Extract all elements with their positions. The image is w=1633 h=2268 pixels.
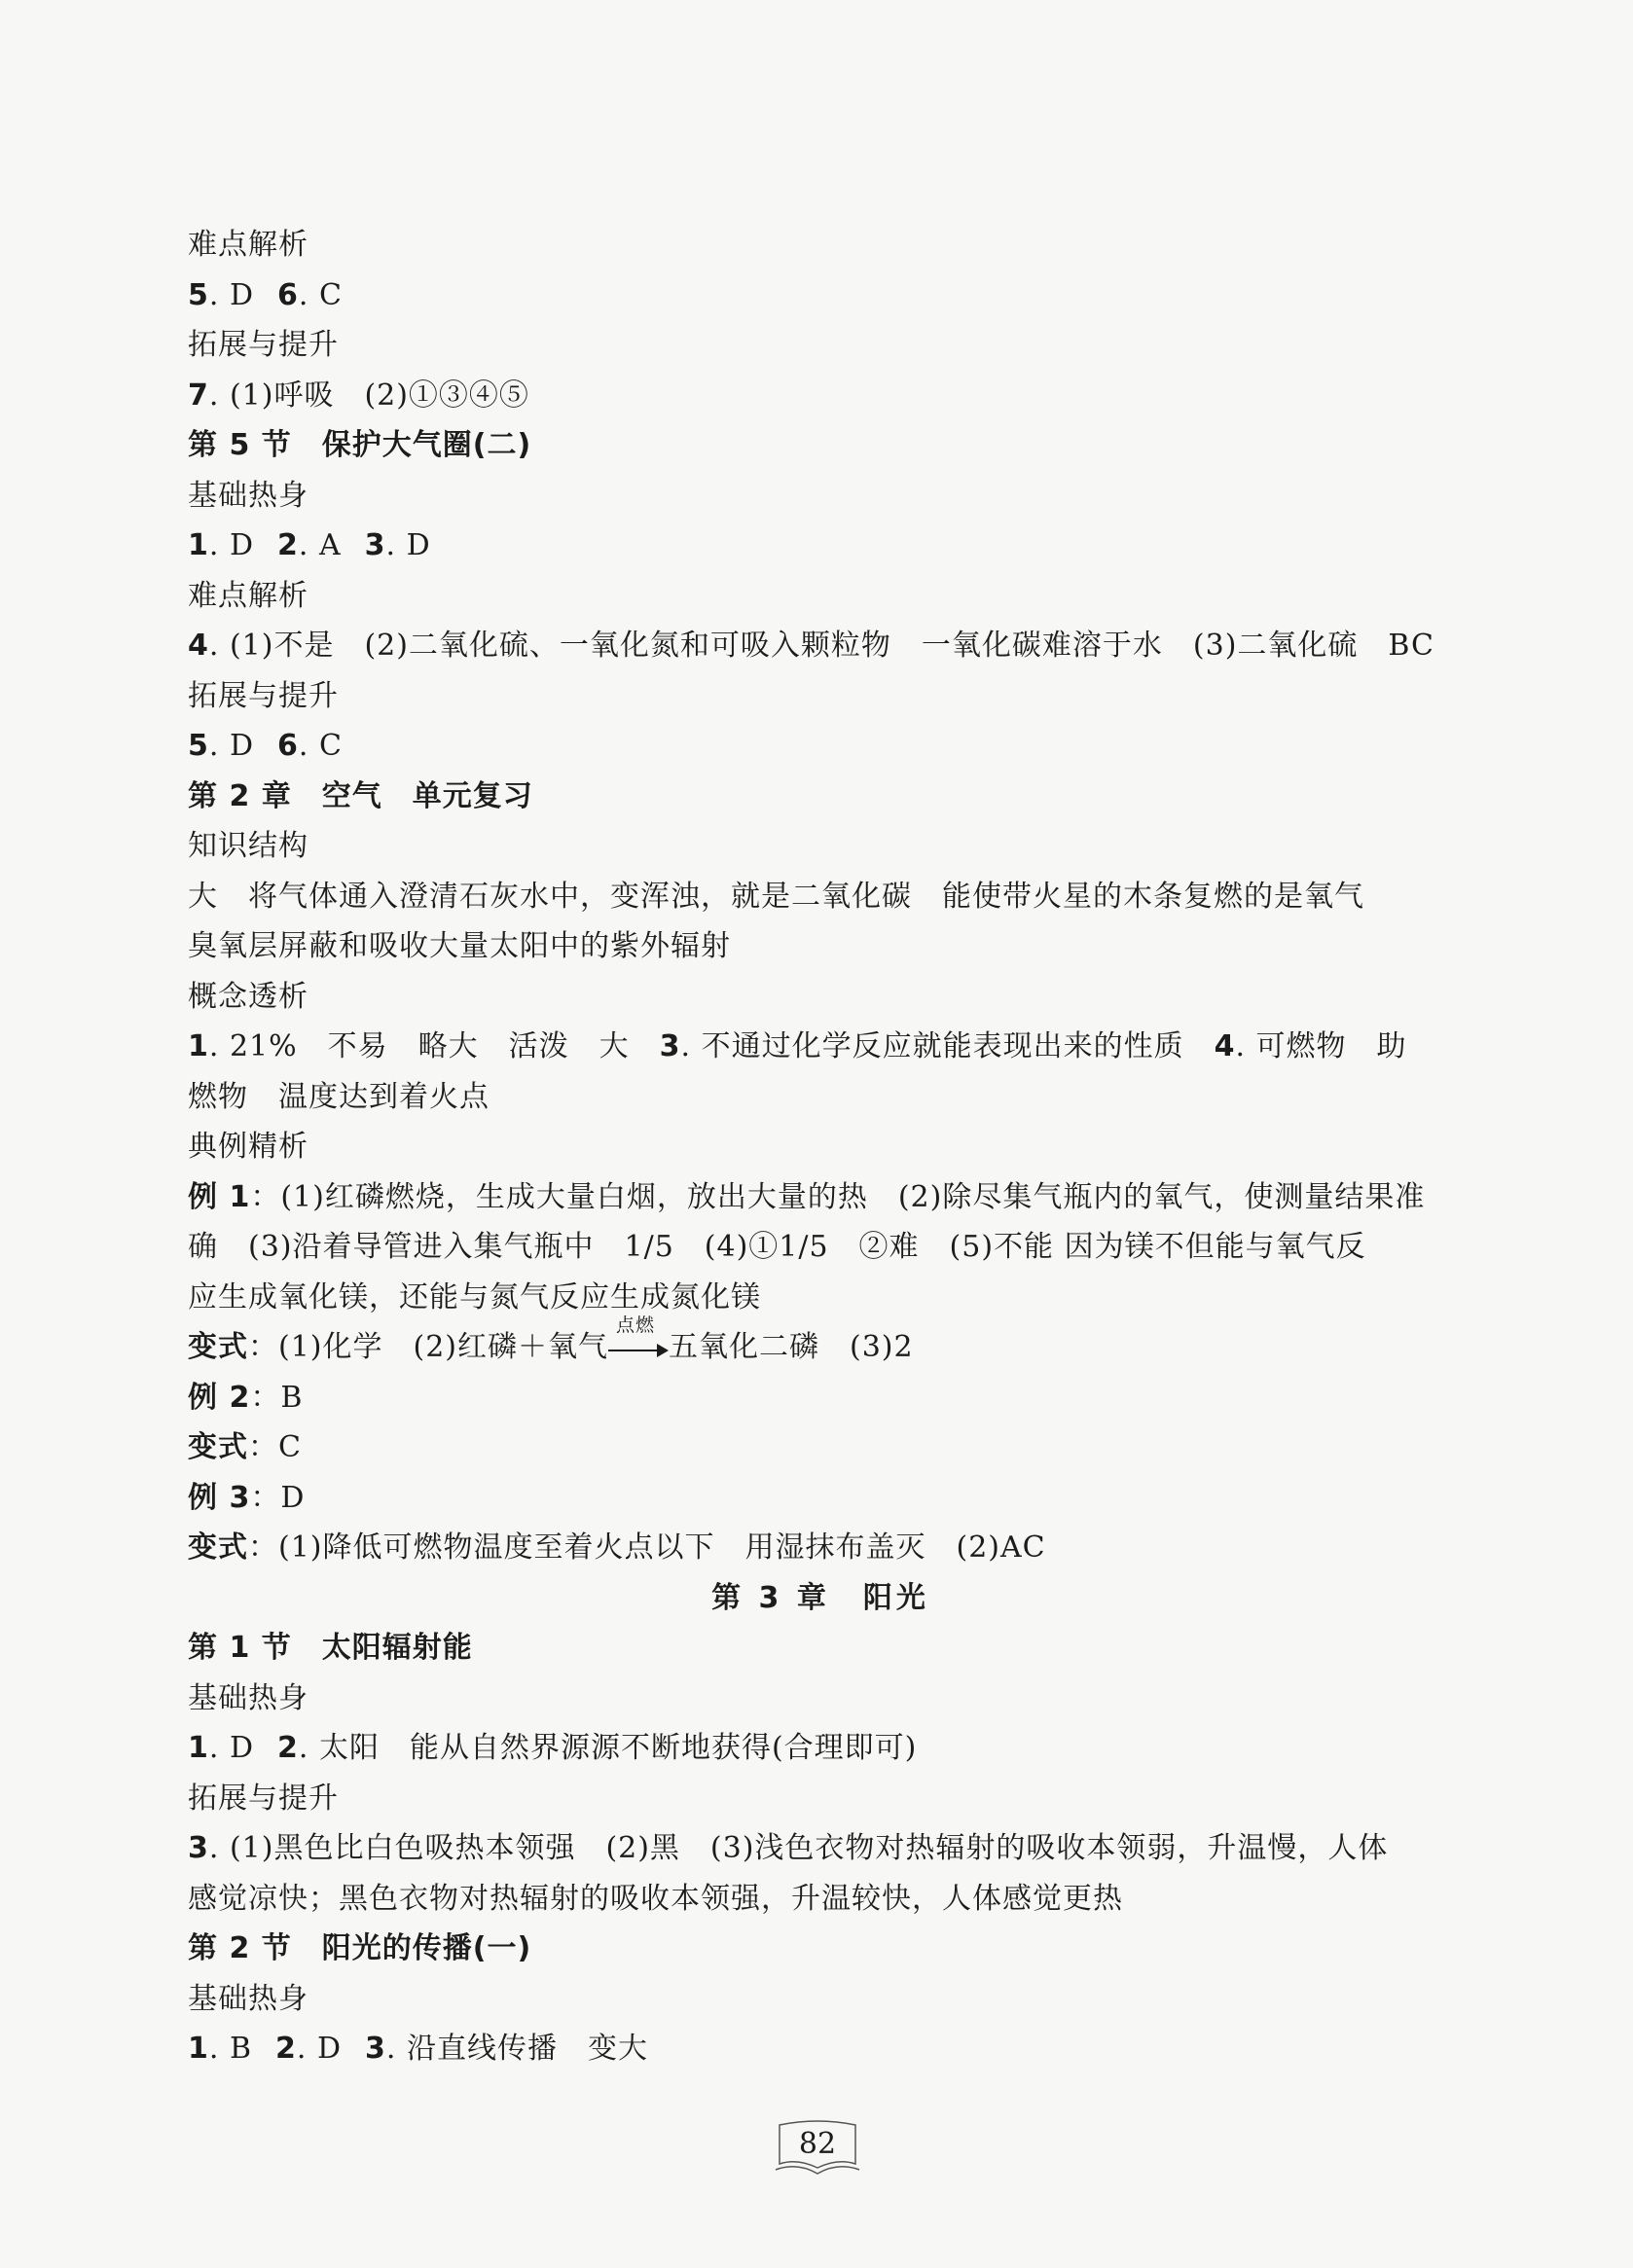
text-line: 燃物 温度达到着火点 <box>188 1079 490 1114</box>
text-line: 知识结构 <box>188 829 308 863</box>
text-line: 拓展与提升 <box>188 678 339 713</box>
question-number: 例 3 <box>188 1480 251 1515</box>
answer-line <box>188 621 1453 671</box>
text-line: 感觉凉快；黑色衣物对热辐射的吸收本领强，升温较快，人体感觉更热 <box>188 1881 1123 1916</box>
section-title: 第 1 节 太阳辐射能 <box>188 1631 473 1665</box>
answer-line <box>188 2024 1453 2074</box>
answer-text: . (1)黑色比白色吸热本领强 (2)黑 (3)浅色衣物对热辐射的吸收本领弱，升温慢，人体 <box>208 1831 1389 1865</box>
answer-text: . A <box>298 528 342 562</box>
question-number: 6 <box>277 729 299 763</box>
question-number: 4 <box>1214 1029 1236 1063</box>
page-number <box>774 2119 861 2178</box>
answer-text: . 沿直线传播 变大 <box>385 2032 648 2066</box>
question-number: 1 <box>188 2032 209 2066</box>
text-line: 基础热身 <box>188 1981 308 2016</box>
answer-line <box>188 721 1453 772</box>
answer-line <box>188 1823 1453 1874</box>
question-number: 6 <box>277 277 299 312</box>
question-number: 3 <box>365 2032 386 2066</box>
question-number: 2 <box>277 528 299 562</box>
text-line: 大 将气体通入澄清石灰水中，变浑浊，就是二氧化碳 能使带火星的木条复燃的是氧气 <box>188 879 1364 914</box>
answer-block-part1 <box>188 220 1453 1322</box>
question-number: 5 <box>188 277 209 312</box>
chapter-title: 第 3 章 阳光 <box>711 1580 929 1615</box>
answer-text: ：B <box>250 1380 304 1415</box>
answer-line <box>188 1422 1453 1473</box>
question-number: 4 <box>188 629 209 663</box>
equation-after: 五氧化二磷 (3)2 <box>669 1330 914 1364</box>
question-number: 2 <box>277 1731 299 1765</box>
text-line: 应生成氧化镁，还能与氮气反应生成氮化镁 <box>188 1279 761 1314</box>
question-number: 1 <box>188 1731 209 1765</box>
text-line: 拓展与提升 <box>188 1781 339 1816</box>
question-number: 例 1 <box>188 1179 251 1214</box>
answer-text: ：D <box>250 1480 306 1515</box>
question-number: 3 <box>659 1029 681 1063</box>
answer-text: ：(1)红磷燃烧，生成大量白烟，放出大量的热 (2)除尽集气瓶内的氧气，使测量结果准 <box>250 1179 1426 1214</box>
section-title: 第 2 章 空气 单元复习 <box>188 778 533 813</box>
question-number: 1 <box>188 528 209 562</box>
question-number: 例 2 <box>188 1380 251 1415</box>
equation-line <box>188 1314 1453 1373</box>
answer-text: . C <box>298 277 343 312</box>
question-number: 3 <box>364 528 386 562</box>
text-line: 概念透析 <box>188 979 308 1014</box>
answer-text: . B <box>208 2032 252 2066</box>
text-line: 基础热身 <box>188 1680 308 1715</box>
answer-line <box>188 270 1453 321</box>
question-number: 2 <box>275 2032 297 2066</box>
answer-text: . (1)呼吸 (2)①③④⑤ <box>208 378 529 413</box>
answer-text: . 不通过化学反应就能表现出来的性质 <box>680 1029 1215 1063</box>
answer-text: . (1)不是 (2)二氧化硫、一氧化氮和可吸入颗粒物 一氧化碳难溶于水 (3)二氧化硫 BC <box>208 629 1434 663</box>
answer-line <box>188 1022 1453 1072</box>
text-line: 确 (3)沿着导管进入集气瓶中 1/5 (4)①1/5 ②难 (5)不能 因为镁不但能与氧气反 <box>188 1230 1366 1264</box>
answer-line <box>188 371 1453 421</box>
answer-content <box>188 220 1453 2074</box>
answer-text: . D <box>208 277 254 312</box>
text-line: 臭氧层屏蔽和吸收大量太阳中的紫外辐射 <box>188 929 731 963</box>
question-number: 7 <box>188 378 209 413</box>
answer-text: . D <box>208 528 254 562</box>
answer-line <box>188 1473 1453 1524</box>
answer-text: ：(1)降低可燃物温度至着火点以下 用湿抹布盖灭 (2)AC <box>248 1530 1046 1565</box>
question-number: 5 <box>188 729 209 763</box>
text-line: 难点解析 <box>188 578 308 613</box>
answer-line <box>188 1172 1453 1223</box>
page-number-text: 82 <box>798 2127 837 2161</box>
question-number: 变式 <box>188 1430 248 1464</box>
answer-text: . D <box>208 729 254 763</box>
equation-label: 变式 <box>188 1330 248 1364</box>
reaction-arrow-icon <box>608 1314 669 1358</box>
question-number: 1 <box>188 1029 209 1063</box>
section-title: 第 2 节 阳光的传播(一) <box>188 1931 532 1965</box>
text-line: 难点解析 <box>188 228 308 262</box>
answer-text: . 太阳 能从自然界源源不断地获得(合理即可) <box>298 1731 918 1765</box>
reaction-condition: 点燃 <box>616 1314 656 1336</box>
answer-text: . D <box>296 2032 342 2066</box>
answer-line <box>188 521 1453 571</box>
equation-before: ：(1)化学 (2)红磷＋氧气 <box>248 1330 608 1364</box>
section-title: 第 5 节 保护大气圈(二) <box>188 428 532 462</box>
answer-block-part2 <box>188 1373 1453 2074</box>
text-line: 典例精析 <box>188 1130 308 1164</box>
text-line: 拓展与提升 <box>188 328 339 362</box>
answer-text: . C <box>298 729 343 763</box>
question-number: 3 <box>188 1831 209 1865</box>
question-number: 变式 <box>188 1530 248 1565</box>
answer-line <box>188 1723 1453 1774</box>
answer-text: . D <box>385 528 431 562</box>
answer-text: . 可燃物 助 <box>1235 1029 1407 1063</box>
answer-line <box>188 1373 1453 1423</box>
answer-line <box>188 1523 1453 1573</box>
answer-text: . 21% 不易 略大 活泼 大 <box>208 1029 660 1063</box>
answer-text: . D <box>208 1731 254 1765</box>
answer-text: ：C <box>248 1430 302 1464</box>
text-line: 基础热身 <box>188 478 308 513</box>
